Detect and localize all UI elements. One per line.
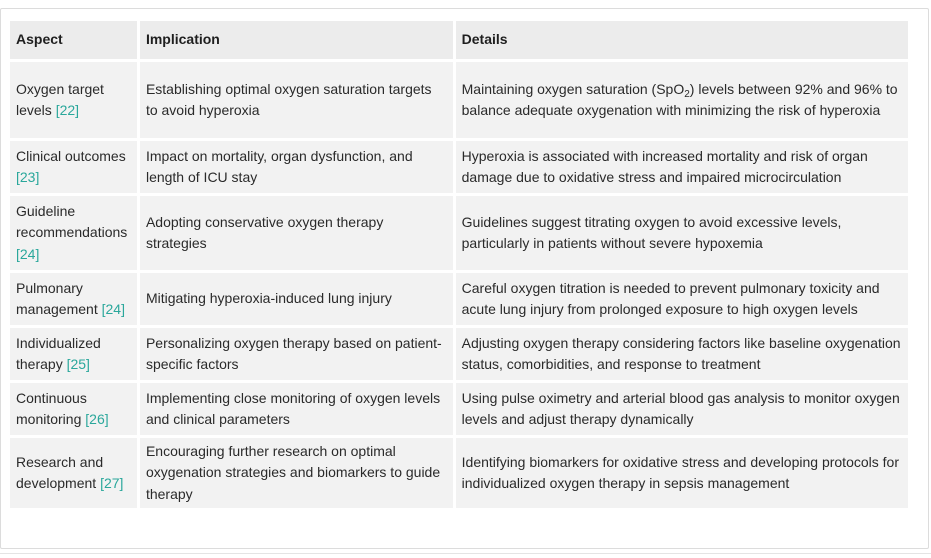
details-cell: Using pulse oximetry and arterial blood gas analysis to monitor oxygen levels and adjust therapy dynamically bbox=[456, 383, 908, 435]
details-text: Maintaining oxygen saturation (SpO bbox=[461, 80, 685, 97]
details-cell: Adjusting oxygen therapy considering factors like baseline oxygenation status, comorbidities, and response to treatment bbox=[456, 328, 908, 380]
reference-link[interactable]: [24] bbox=[101, 301, 125, 317]
implication-cell: Establishing optimal oxygen saturation targets to avoid hyperoxia bbox=[140, 62, 453, 138]
subscript: 2 bbox=[684, 88, 690, 100]
aspect-cell bbox=[10, 62, 137, 138]
details-text: ) levels between 92% and 96% to balance adequate oxygenation with minimizing the risk of hyperoxia bbox=[461, 80, 898, 118]
implication-cell: Impact on mortality, organ dysfunction, and length of ICU stay bbox=[140, 141, 453, 193]
details-cell bbox=[456, 62, 908, 138]
implication-cell: Adopting conservative oxygen therapy strategies bbox=[140, 196, 453, 270]
reference-link[interactable]: [26] bbox=[85, 411, 109, 427]
table-row bbox=[10, 383, 908, 435]
aspect-cell bbox=[10, 141, 137, 193]
aspect-cell bbox=[10, 196, 137, 270]
oxygen-therapy-table bbox=[7, 18, 911, 511]
implication-cell: Mitigating hyperoxia-induced lung injury bbox=[140, 273, 453, 325]
table-row bbox=[10, 273, 908, 325]
reference-link[interactable]: [24] bbox=[16, 245, 40, 262]
aspect-text: Continuous monitoring bbox=[16, 389, 87, 427]
aspect-text: Clinical outcomes bbox=[16, 147, 126, 164]
aspect-text: Individualized therapy bbox=[16, 334, 101, 372]
aspect-cell bbox=[10, 383, 137, 435]
aspect-text: Guideline recommendations bbox=[16, 202, 128, 241]
table-row bbox=[10, 141, 908, 193]
aspect-cell bbox=[10, 438, 137, 508]
reference-link[interactable]: [25] bbox=[66, 356, 90, 372]
details-cell: Guidelines suggest titrating oxygen to avoid excessive levels, particularly in patients without severe hypoxemia bbox=[456, 196, 908, 270]
aspect-text: Oxygen target levels bbox=[16, 80, 104, 118]
table-header-row bbox=[10, 21, 908, 59]
aspect-cell bbox=[10, 328, 137, 380]
table-row bbox=[10, 196, 908, 270]
header-details: Details bbox=[456, 21, 908, 59]
table-row bbox=[10, 62, 908, 138]
details-cell: Careful oxygen titration is needed to prevent pulmonary toxicity and acute lung injury from prolonged exposure to high oxygen levels bbox=[456, 273, 908, 325]
reference-link[interactable]: [22] bbox=[55, 102, 80, 118]
reference-link[interactable]: [27] bbox=[100, 475, 124, 491]
header-implication: Implication bbox=[140, 21, 453, 59]
aspect-cell bbox=[10, 273, 137, 325]
aspect-text: Research and development bbox=[16, 453, 104, 491]
aspect-text: Pulmonary management bbox=[16, 279, 98, 317]
table-row bbox=[10, 328, 908, 380]
reference-link[interactable]: [23] bbox=[16, 169, 40, 185]
table-row bbox=[10, 438, 908, 508]
header-aspect: Aspect bbox=[10, 21, 137, 59]
details-cell: Hyperoxia is associated with increased mortality and risk of organ damage due to oxidative stress and impaired microcirculation bbox=[456, 141, 908, 193]
implication-cell: Implementing close monitoring of oxygen levels and clinical parameters bbox=[140, 383, 453, 435]
implication-cell: Encouraging further research on optimal oxygenation strategies and biomarkers to guide therapy bbox=[140, 438, 453, 508]
implication-cell: Personalizing oxygen therapy based on patient-specific factors bbox=[140, 328, 453, 380]
divider bbox=[0, 553, 931, 554]
details-cell: Identifying biomarkers for oxidative stress and developing protocols for individualized oxygen therapy in sepsis management bbox=[456, 438, 908, 508]
